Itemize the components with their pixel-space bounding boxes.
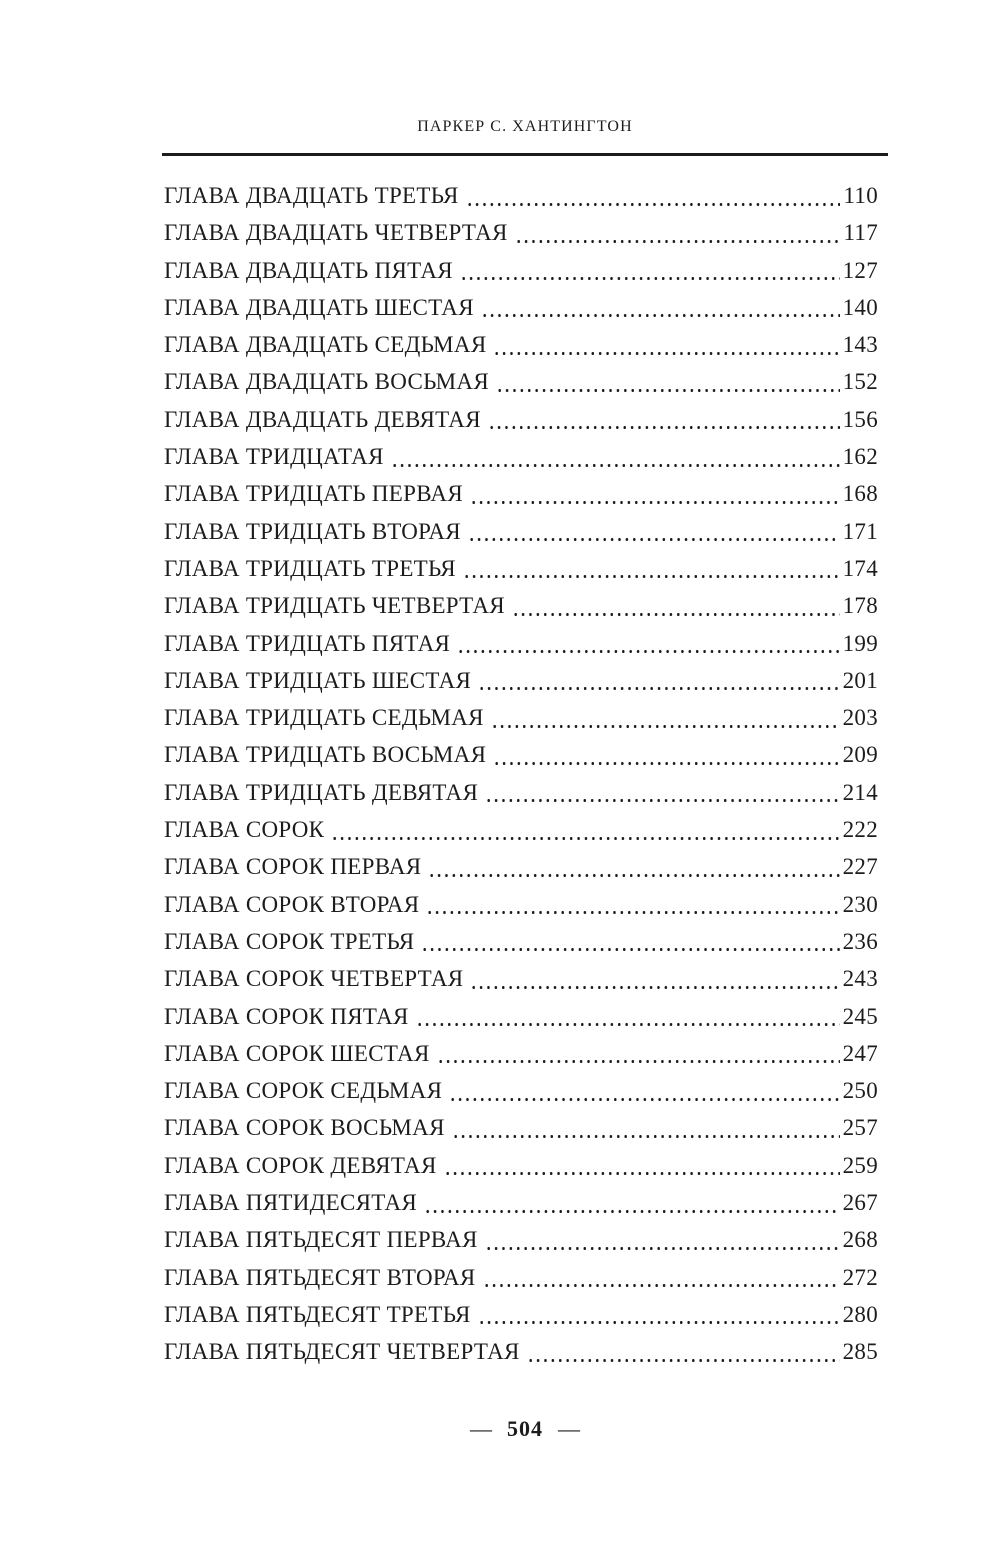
toc-entry-page-number: 257 — [842, 1115, 878, 1141]
toc-leader-dots — [485, 774, 839, 811]
toc-entry[interactable] — [164, 363, 878, 400]
toc-entry[interactable] — [164, 811, 878, 848]
toc-entry[interactable] — [164, 998, 878, 1035]
toc-entry[interactable] — [164, 960, 878, 997]
toc-entry[interactable] — [164, 475, 878, 512]
toc-entry-title: ГЛАВА ПЯТЬДЕСЯТ ПЕРВАЯ — [164, 1227, 478, 1253]
toc-entry-title: ГЛАВА ДВАДЦАТЬ ШЕСТАЯ — [164, 294, 474, 320]
toc-leader-dots — [428, 848, 839, 885]
toc-leader-dots — [452, 1109, 840, 1146]
toc-entry-page-number: 110 — [843, 183, 878, 208]
page-number-footer — [162, 1412, 888, 1446]
toc-leader-dots — [426, 886, 839, 923]
toc-entry[interactable] — [164, 625, 878, 662]
toc-leader-dots — [468, 513, 840, 550]
toc-leader-dots — [466, 177, 841, 214]
toc-entry[interactable] — [164, 1109, 878, 1146]
toc-entry[interactable] — [164, 923, 878, 960]
toc-entry-page-number: 127 — [842, 257, 878, 283]
toc-entry-title: ГЛАВА ПЯТЬДЕСЯТ ВТОРАЯ — [164, 1264, 476, 1290]
toc-entry[interactable] — [164, 848, 878, 885]
toc-leader-dots — [491, 699, 840, 736]
toc-entry[interactable] — [164, 587, 878, 624]
toc-leader-dots — [470, 475, 840, 512]
toc-entry[interactable] — [164, 774, 878, 811]
toc-entry-page-number: 117 — [843, 220, 878, 246]
toc-leader-dots — [470, 960, 839, 997]
toc-leader-dots — [527, 1333, 840, 1370]
toc-entry[interactable] — [164, 438, 878, 475]
toc-leader-dots — [437, 1035, 840, 1072]
toc-leader-dots — [424, 1184, 840, 1221]
toc-entry-page-number: 236 — [842, 928, 878, 954]
folio-dash-right: — — [558, 1416, 580, 1441]
toc-entry-page-number: 272 — [842, 1264, 878, 1290]
toc-entry-page-number: 214 — [842, 779, 878, 805]
toc-entry-page-number: 259 — [842, 1152, 878, 1178]
toc-entry-page-number: 247 — [842, 1040, 878, 1066]
toc-entry-title: ГЛАВА ТРИДЦАТАЯ — [164, 444, 384, 470]
toc-entry-page-number: 230 — [842, 891, 878, 917]
toc-entry-page-number: 171 — [842, 518, 878, 544]
toc-entry[interactable] — [164, 1072, 878, 1109]
toc-entry-title: ГЛАВА ТРИДЦАТЬ ЧЕТВЕРТАЯ — [164, 593, 505, 619]
toc-leader-dots — [478, 662, 839, 699]
toc-entry-page-number: 152 — [842, 369, 878, 395]
toc-entry[interactable] — [164, 1147, 878, 1184]
toc-leader-dots — [478, 1296, 840, 1333]
toc-leader-dots — [421, 923, 839, 960]
toc-entry-page-number: 227 — [842, 854, 878, 880]
toc-entry-title: ГЛАВА СОРОК ВОСЬМАЯ — [164, 1115, 445, 1141]
toc-entry-page-number: 203 — [842, 705, 878, 731]
toc-entry-title: ГЛАВА СОРОК СЕДЬМАЯ — [164, 1078, 443, 1104]
toc-entry-title: ГЛАВА СОРОК ПЯТАЯ — [164, 1003, 409, 1029]
toc-entry-title: ГЛАВА ДВАДЦАТЬ СЕДЬМАЯ — [164, 332, 487, 358]
toc-leader-dots — [485, 1221, 840, 1258]
toc-entry-title: ГЛАВА ПЯТИДЕСЯТАЯ — [164, 1190, 418, 1216]
toc-entry-title: ГЛАВА ДВАДЦАТЬ ДЕВЯТАЯ — [164, 406, 481, 432]
toc-entry-page-number: 140 — [842, 294, 878, 320]
toc-leader-dots — [444, 1147, 840, 1184]
toc-entry-title: ГЛАВА ПЯТЬДЕСЯТ ТРЕТЬЯ — [164, 1301, 471, 1327]
toc-entry-title: ГЛАВА ТРИДЦАТЬ ВТОРАЯ — [164, 518, 461, 544]
header-rule — [162, 153, 888, 156]
toc-entry-page-number: 174 — [842, 555, 878, 581]
toc-entry-page-number: 199 — [842, 630, 878, 656]
toc-entry[interactable] — [164, 1184, 878, 1221]
toc-entry[interactable] — [164, 886, 878, 923]
toc-entry-page-number: 243 — [842, 966, 878, 992]
toc-leader-dots — [457, 625, 839, 662]
toc-entry-title: ГЛАВА СОРОК ПЕРВАЯ — [164, 854, 422, 880]
toc-entry[interactable] — [164, 1333, 878, 1370]
toc-entry-page-number: 250 — [842, 1078, 878, 1104]
toc-entry-title: ГЛАВА ДВАДЦАТЬ ПЯТАЯ — [164, 257, 453, 283]
toc-entry-title: ГЛАВА СОРОК ТРЕТЬЯ — [164, 928, 415, 954]
folio-dash-left: — — [470, 1416, 492, 1441]
running-header-author: ПАРКЕР С. ХАНТИНГТОН — [417, 118, 633, 135]
toc-entry[interactable] — [164, 252, 878, 289]
toc-entry-page-number: 162 — [842, 444, 878, 470]
toc-entry[interactable] — [164, 1035, 878, 1072]
toc-entry[interactable] — [164, 326, 878, 363]
toc-entry-title: ГЛАВА ТРИДЦАТЬ ПЯТАЯ — [164, 630, 451, 656]
toc-entry-page-number: 222 — [842, 817, 878, 843]
toc-entry-page-number: 209 — [842, 742, 878, 768]
toc-entry[interactable] — [164, 1296, 878, 1333]
toc-entry[interactable] — [164, 513, 878, 550]
toc-entry-page-number: 285 — [842, 1339, 878, 1365]
toc-entry[interactable] — [164, 699, 878, 736]
toc-entry[interactable] — [164, 662, 878, 699]
toc-entry[interactable] — [164, 214, 878, 251]
toc-entry[interactable] — [164, 177, 878, 214]
toc-entry-page-number: 156 — [842, 406, 878, 432]
toc-entry-title: ГЛАВА ТРИДЦАТЬ ТРЕТЬЯ — [164, 555, 456, 581]
toc-entry[interactable] — [164, 1259, 878, 1296]
toc-entry-title: ГЛАВА ДВАДЦАТЬ ЧЕТВЕРТАЯ — [164, 220, 508, 246]
toc-entry-title: ГЛАВА СОРОК ДЕВЯТАЯ — [164, 1152, 437, 1178]
toc-leader-dots — [488, 401, 840, 438]
toc-entry-page-number: 178 — [842, 593, 878, 619]
toc-entry-title: ГЛАВА СОРОК ВТОРАЯ — [164, 891, 420, 917]
toc-entry-title: ГЛАВА ТРИДЦАТЬ ПЕРВАЯ — [164, 481, 463, 507]
content-column — [162, 0, 888, 1552]
toc-leader-dots — [483, 1259, 840, 1296]
toc-entry[interactable] — [164, 401, 878, 438]
toc-entry-title: ГЛАВА ТРИДЦАТЬ ДЕВЯТАЯ — [164, 779, 479, 805]
toc-entry-page-number: 268 — [842, 1227, 878, 1253]
toc-entry[interactable] — [164, 289, 878, 326]
toc-leader-dots — [496, 363, 840, 400]
toc-leader-dots — [416, 998, 840, 1035]
toc-entry-title: ГЛАВА ТРИДЦАТЬ ШЕСТАЯ — [164, 667, 472, 693]
toc-entry[interactable] — [164, 550, 878, 587]
toc-leader-dots — [512, 587, 840, 624]
toc-entry-page-number: 143 — [842, 332, 878, 358]
toc-entry-page-number: 201 — [842, 667, 878, 693]
table-of-contents — [164, 177, 888, 1371]
toc-entry-title: ГЛАВА ПЯТЬДЕСЯТ ЧЕТВЕРТАЯ — [164, 1339, 520, 1365]
toc-leader-dots — [391, 438, 840, 475]
toc-entry-title: ГЛАВА ДВАДЦАТЬ ВОСЬМАЯ — [164, 369, 489, 395]
toc-entry-title: ГЛАВА ТРИДЦАТЬ СЕДЬМАЯ — [164, 705, 484, 731]
toc-leader-dots — [493, 736, 839, 773]
toc-entry-title: ГЛАВА СОРОК ШЕСТАЯ — [164, 1040, 430, 1066]
toc-leader-dots — [460, 252, 840, 289]
toc-entry[interactable] — [164, 1221, 878, 1258]
toc-entry-page-number: 245 — [842, 1003, 878, 1029]
toc-entry-title: ГЛАВА СОРОК ЧЕТВЕРТАЯ — [164, 966, 464, 992]
toc-entry-page-number: 267 — [842, 1190, 878, 1216]
toc-entry-page-number: 280 — [842, 1301, 878, 1327]
toc-entry-title: ГЛАВА ДВАДЦАТЬ ТРЕТЬЯ — [164, 183, 459, 208]
toc-entry-title: ГЛАВА СОРОК — [164, 817, 325, 843]
toc-entry-page-number: 168 — [842, 481, 878, 507]
toc-leader-dots — [331, 811, 839, 848]
toc-entry-title: ГЛАВА ТРИДЦАТЬ ВОСЬМАЯ — [164, 742, 487, 768]
toc-leader-dots — [493, 326, 839, 363]
toc-entry[interactable] — [164, 736, 878, 773]
toc-leader-dots — [481, 289, 840, 326]
toc-leader-dots — [449, 1072, 839, 1109]
folio-page-number: 504 — [507, 1416, 543, 1441]
toc-leader-dots — [515, 214, 841, 251]
toc-leader-dots — [463, 550, 840, 587]
